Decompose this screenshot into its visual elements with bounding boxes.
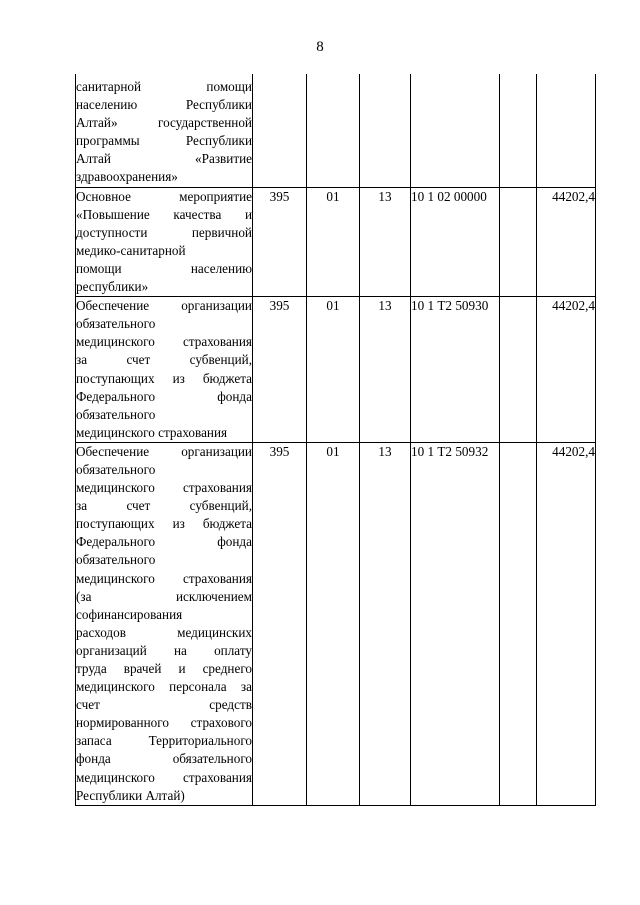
row-name-cell (76, 74, 253, 187)
row-name-line: помощи населению (76, 260, 252, 276)
table-row (76, 187, 596, 297)
target-article-code-cell: 10 1 Т2 50930 (411, 297, 500, 443)
section-code-cell: 01 (307, 297, 360, 443)
row-name-line: (за исключением (76, 588, 252, 604)
amount-cell (537, 74, 596, 187)
row-name-line: медицинского персонала за (76, 679, 252, 695)
row-name-line: медицинского страхования (76, 334, 252, 350)
row-name-line: труда врачей и среднего (76, 661, 252, 676)
subsection-code-cell: 13 (360, 297, 411, 443)
target-article-code-cell: 10 1 Т2 50932 (411, 442, 500, 805)
section-code-cell (307, 74, 360, 187)
subsection-code-cell: 13 (360, 442, 411, 805)
amount-cell: 44202,4 (537, 297, 596, 443)
amount-cell: 44202,4 (537, 187, 596, 297)
row-name-cell (76, 442, 253, 805)
row-name-line: санитарной помощи (76, 79, 252, 94)
table-row (76, 442, 596, 805)
ministry-code-cell: 395 (253, 297, 307, 443)
subsection-code-cell: 13 (360, 187, 411, 297)
expense-type-cell (500, 187, 537, 297)
row-name-line: медико-санитарной (76, 242, 186, 258)
row-name-line: Федерального фонда (76, 388, 252, 404)
row-name-line: Алтай «Развитие (76, 151, 252, 167)
row-name-line: расходов медицинских (76, 624, 252, 640)
row-name-line: обязательного (76, 406, 156, 422)
target-article-code-cell (411, 74, 500, 187)
row-name-line: медицинского страхования (76, 769, 252, 785)
row-name-line: здравоохранения» (76, 169, 178, 185)
row-name-line: Основное мероприятие (76, 188, 252, 204)
row-name-line: обязательного (76, 552, 156, 568)
table-row (76, 297, 596, 443)
row-name-cell (76, 297, 253, 443)
row-name-line: «Повышение качества и (76, 206, 252, 222)
row-name-line: обязательного (76, 316, 156, 332)
row-name-line: медицинского страхования (76, 424, 228, 440)
row-name-line: фонда обязательного (76, 751, 252, 767)
row-name-line: Республики Алтай) (76, 787, 185, 803)
table-row (76, 74, 596, 187)
budget-table (75, 74, 596, 806)
row-name-line: поступающих из бюджета (76, 516, 252, 532)
row-name-line: Алтай» государственной (76, 115, 252, 131)
section-code-cell: 01 (307, 187, 360, 297)
expense-type-cell (500, 297, 537, 443)
page-number: 8 (316, 39, 324, 55)
row-name-line: за счет субвенций, (76, 498, 252, 514)
row-name-line: софинансирования (76, 606, 183, 622)
row-name-line: программы Республики (76, 133, 252, 149)
row-name-line: счет средств (76, 697, 252, 713)
ministry-code-cell: 395 (253, 187, 307, 297)
row-name-line: запаса Территориального (76, 733, 252, 749)
row-name-line: обязательного (76, 461, 156, 477)
row-name-line: населению Республики (76, 97, 252, 113)
expense-type-cell (500, 74, 537, 187)
subsection-code-cell (360, 74, 411, 187)
row-name-line: республики» (76, 279, 149, 295)
row-name-line: Обеспечение организации (76, 298, 252, 314)
row-name-line: Обеспечение организации (76, 443, 252, 459)
row-name-line: доступности первичной (76, 224, 252, 240)
row-name-line: за счет субвенций, (76, 352, 252, 368)
row-name-line: медицинского страхования (76, 480, 252, 496)
row-name-line: нормированного страхового (76, 715, 252, 731)
amount-cell: 44202,4 (537, 442, 596, 805)
target-article-code-cell: 10 1 02 00000 (411, 187, 500, 297)
ministry-code-cell: 395 (253, 442, 307, 805)
row-name-line: организаций на оплату (76, 642, 252, 658)
row-name-line: медицинского страхования (76, 570, 252, 586)
table-body (76, 74, 596, 805)
row-name-line: Федерального фонда (76, 534, 252, 550)
expense-type-cell (500, 442, 537, 805)
row-name-cell (76, 187, 253, 297)
section-code-cell: 01 (307, 442, 360, 805)
ministry-code-cell (253, 74, 307, 187)
row-name-line: поступающих из бюджета (76, 370, 252, 386)
